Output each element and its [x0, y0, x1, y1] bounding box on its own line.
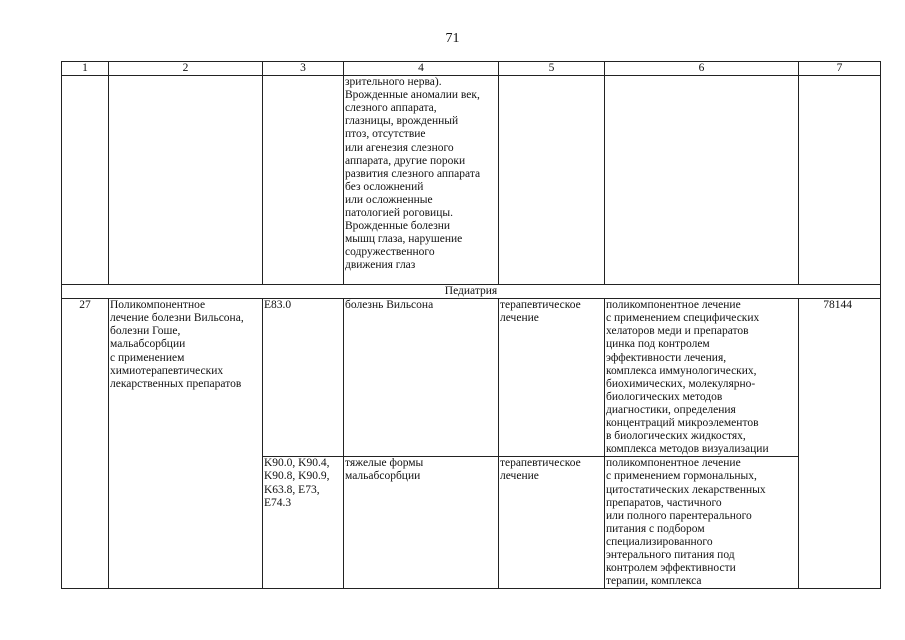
text-line: слезного аппарата, [345, 102, 437, 115]
service-name-cell [109, 299, 263, 589]
text-line: питания с подбором [606, 522, 705, 535]
text-line: птоз, отсутствие [345, 128, 426, 141]
section-row [62, 285, 881, 299]
text-line: эффективности лечения, [606, 351, 727, 364]
treatment-method-cell [605, 299, 799, 457]
text-line: K90.0, K90.4, [264, 457, 330, 470]
text-line: биохимических, молекулярно- [606, 377, 756, 390]
treatment-type-cell [499, 299, 605, 457]
text-line: Врожденные аномалии век, [345, 89, 480, 102]
column-number: 1 [62, 62, 109, 76]
text-line: цинка под контролем [606, 338, 710, 351]
text-line: мальабсорбции [345, 470, 421, 483]
text-line: с применением гормональных, [606, 470, 757, 483]
page-number: 71 [445, 31, 460, 46]
text-line: зрительного нерва). [345, 76, 442, 89]
icd-codes-cell [263, 299, 344, 457]
text-line: без осложнений [345, 180, 424, 193]
text-line: содружественного [345, 246, 435, 259]
text-line: E83.0 [264, 299, 292, 312]
treatment-type-cell [499, 457, 605, 589]
column-number: 6 [605, 62, 799, 76]
text-line: или полного парентерального [606, 509, 752, 522]
column-number-row [62, 62, 881, 76]
text-line: Поликомпонентное [110, 299, 206, 312]
text-line: с применением [110, 351, 185, 364]
empty-cell [109, 76, 263, 285]
text-line: специализированного [606, 535, 713, 548]
text-line: K63.8, E73, [264, 483, 320, 496]
text-line: Врожденные болезни [345, 220, 451, 233]
disease-description-cell [344, 76, 499, 285]
text-line: лечение [500, 470, 539, 483]
disease-cell [344, 457, 499, 589]
text-line: поликомпонентное лечение [606, 457, 741, 470]
text-line: тяжелые формы [345, 457, 424, 470]
text-line: аппарата, другие пороки [345, 154, 466, 167]
text-line: биологических методов [606, 390, 723, 403]
empty-cell [499, 76, 605, 285]
icd-codes-cell [263, 457, 344, 589]
empty-cell [62, 76, 109, 285]
column-number: 7 [799, 62, 881, 76]
disease-cell [344, 299, 499, 457]
text-line: болезнь Вильсона [345, 299, 434, 312]
treatment-method-cell [605, 457, 799, 589]
price-cell: 78144 [799, 299, 881, 589]
text-line: комплекса иммунологических, [606, 364, 757, 377]
text-line: или агенезия слезного [345, 141, 454, 154]
text-line: концентраций микроэлементов [606, 417, 759, 430]
text-line: мальабсорбции [110, 338, 186, 351]
text-line: поликомпонентное лечение [606, 299, 741, 312]
text-line: или осложненные [345, 193, 433, 206]
text-line: с применением специфических [606, 312, 760, 325]
table-row [62, 299, 881, 457]
column-number: 2 [109, 62, 263, 76]
text-line: терапии, комплекса [606, 575, 702, 588]
text-line: препаратов, частичного [606, 496, 722, 509]
continuation-row [62, 76, 881, 285]
text-line: мышц глаза, нарушение [345, 233, 463, 246]
column-number: 3 [263, 62, 344, 76]
empty-cell [263, 76, 344, 285]
row-number: 27 [62, 299, 109, 589]
text-line: движения глаз [345, 259, 416, 272]
text-line: диагностики, определения [606, 403, 736, 416]
text-line: энтерального питания под [606, 548, 735, 561]
text-line: в биологических жидкостях, [606, 430, 746, 443]
empty-cell [605, 76, 799, 285]
text-line: терапевтическое [500, 299, 581, 312]
text-line: E74.3 [264, 496, 292, 509]
text-line: болезни Гоше, [110, 325, 181, 338]
text-line: лекарственных препаратов [110, 377, 242, 390]
section-title: Педиатрия [62, 285, 881, 299]
text-line: цитостатических лекарственных [606, 483, 766, 496]
medical-services-table [61, 61, 881, 589]
text-line: патологией роговицы. [345, 207, 453, 220]
text-line: лечение [500, 312, 539, 325]
column-number: 4 [344, 62, 499, 76]
column-number: 5 [499, 62, 605, 76]
empty-cell [799, 76, 881, 285]
text-line: хелаторов меди и препаратов [606, 325, 749, 338]
text-line: комплекса методов визуализации [606, 443, 769, 456]
text-line: контролем эффективности [606, 562, 736, 575]
text-line: терапевтическое [500, 457, 581, 470]
text-line: K90.8, K90.9, [264, 470, 330, 483]
text-line: химиотерапевтических [110, 364, 224, 377]
text-line: развития слезного аппарата [345, 167, 481, 180]
text-line: глазницы, врожденный [345, 115, 459, 128]
text-line: лечение болезни Вильсона, [110, 312, 244, 325]
